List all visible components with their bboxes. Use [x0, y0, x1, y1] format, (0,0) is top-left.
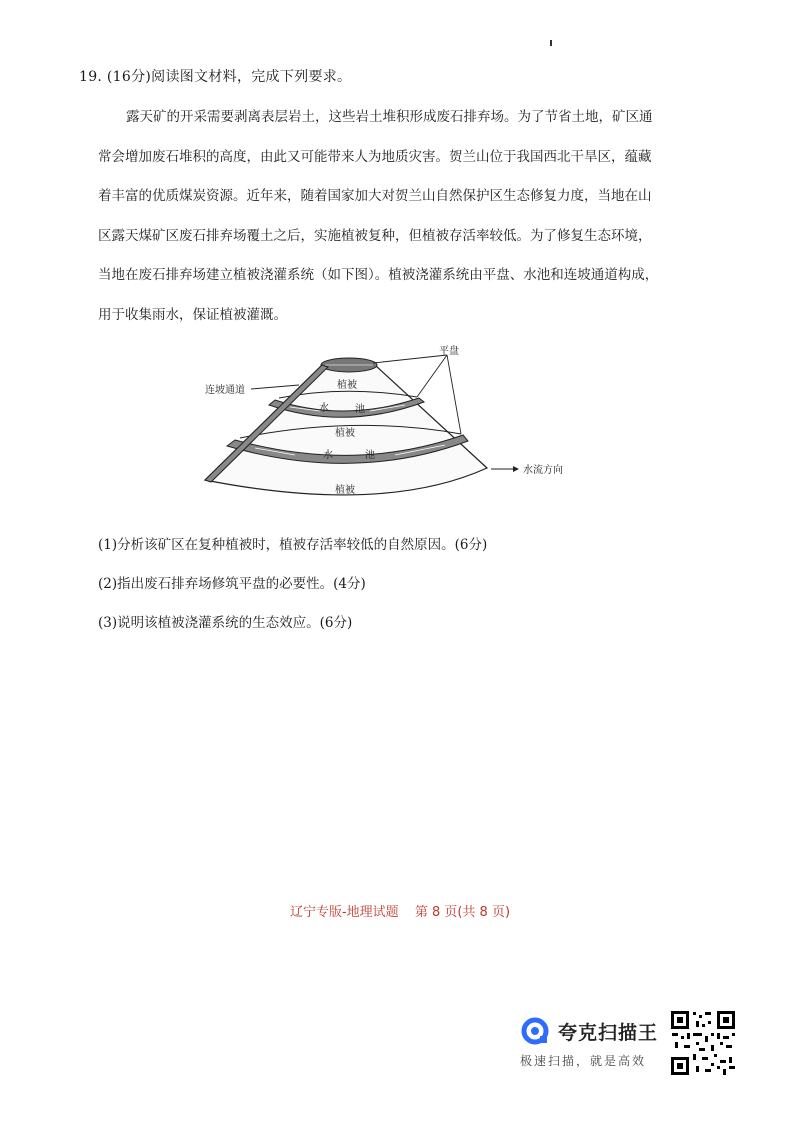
label-platform: 平盘 [439, 346, 459, 357]
label-pool-lower-2: 池 [365, 450, 375, 461]
label-flow-direction: 水流方向 [523, 465, 563, 476]
label-vegetation-top: 植被 [337, 380, 357, 391]
paragraph-line: 区露天煤矿区废石排弃场覆土之后，实施植被复种，但植被存活率较低。为了修复生态环境， [98, 227, 652, 244]
footer-page-number: 第 8 页(共 8 页) [414, 905, 511, 920]
scan-mark [550, 40, 552, 46]
material-paragraph [98, 98, 678, 335]
paragraph-line: 着丰富的优质煤炭资源。近年来，随着国家加大对贺兰山自然保护区生态修复力度，当地在山 [98, 188, 652, 204]
subquestion-2: (2)指出废石排弃场修筑平盘的必要性。(4分) [98, 576, 366, 592]
paragraph-line: 常会增加废石堆积的高度，由此又可能带来人为地质灾害。贺兰山位于我国西北干旱区，蕴藏 [98, 148, 652, 165]
diagram-svg [195, 345, 575, 510]
subquestion-1: (1)分析该矿区在复种植被时，植被存活率较低的自然原因。(6分) [98, 537, 488, 553]
label-vegetation-bottom: 植被 [335, 485, 355, 496]
paragraph-line: 当地在废石排弃场建立植被浇灌系统（如下图）。植被浇灌系统由平盘、水池和连坡通道构成， [98, 267, 659, 283]
label-pool-lower-1: 水 [323, 450, 333, 461]
qr-code-icon [670, 1010, 736, 1076]
label-vegetation-middle: 植被 [335, 428, 355, 439]
arrowhead-icon [513, 466, 519, 472]
watermark-slogan: 极速扫描，就是高效 [520, 1054, 647, 1068]
footer-title: 辽宁专版-地理试题 [289, 905, 399, 920]
watermark-name: 夸克扫描王 [558, 1022, 659, 1044]
label-pool-upper-2: 池 [355, 404, 365, 415]
irrigation-system-diagram [195, 345, 575, 510]
paragraph-line: 露天矿的开采需要剥离表层岩土，这些岩土堆积形成废石排弃场。为了节省土地，矿区通 [126, 109, 653, 125]
question-header: 19. (16分)阅读图文材料，完成下列要求。 [79, 69, 352, 85]
paragraph-line: 用于收集雨水，保证植被灌溉。 [98, 306, 287, 323]
page-footer [0, 901, 800, 920]
quark-logo-icon [520, 1016, 550, 1046]
subquestion-3: (3)说明该植被浇灌系统的生态效应。(6分) [98, 615, 353, 631]
label-ramp: 连坡通道 [205, 385, 245, 396]
scanner-watermark [520, 1014, 670, 1074]
label-pool-upper-1: 水 [319, 403, 329, 414]
